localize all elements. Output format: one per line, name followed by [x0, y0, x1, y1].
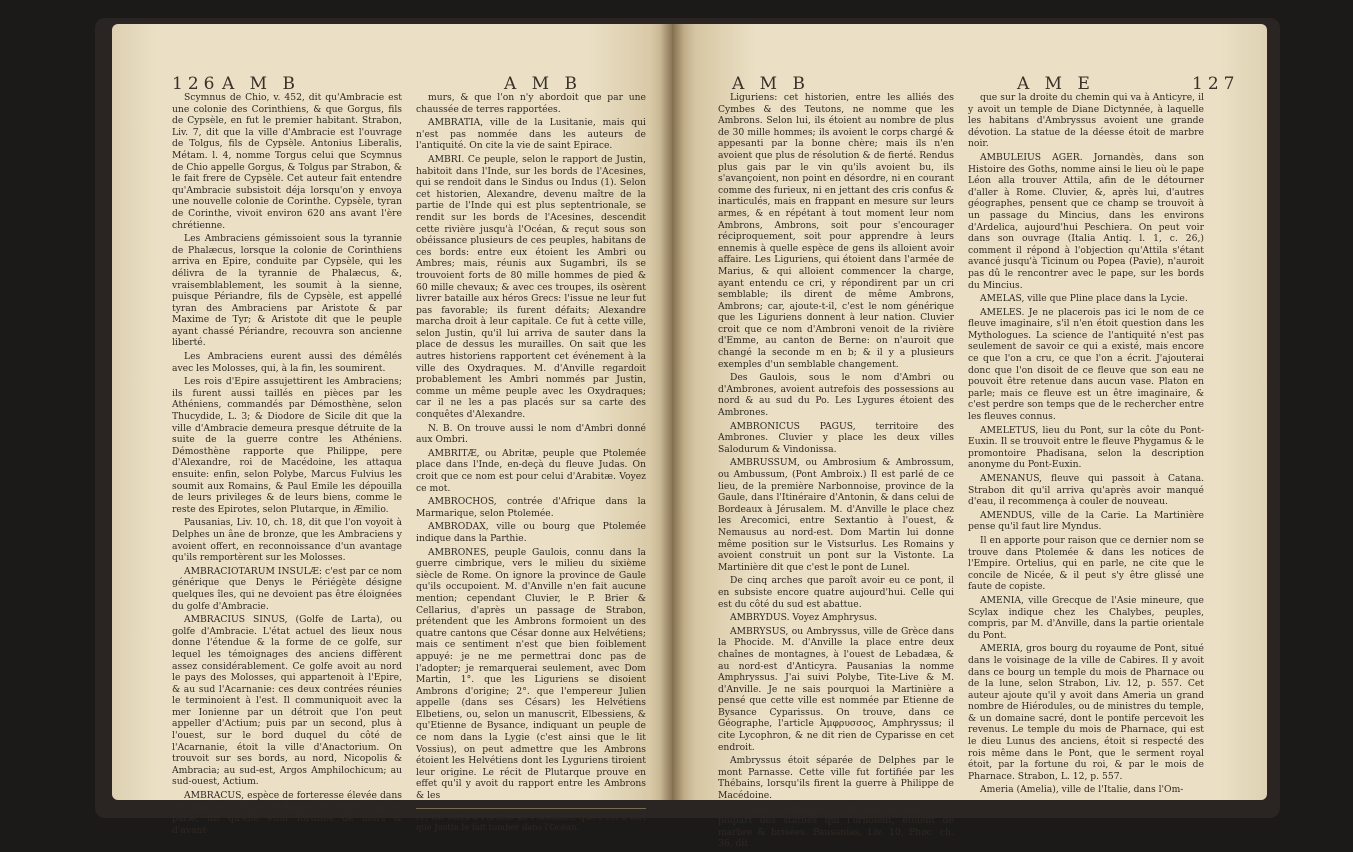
book-gutter — [660, 24, 684, 800]
right-column-1 — [718, 92, 954, 852]
paragraph: AMBRATIA, ville de la Lusitanie, mais qui n'est pas nommée dans les auteurs de l'antiquité. On cite la vie de saint Epirace. — [416, 117, 646, 152]
left-page-number: 126 — [172, 74, 220, 94]
left-columns — [172, 92, 646, 838]
paragraph: Il en apporte pour raison que ce dernier nom se trouve dans Ptolemée & dans les notices de l'Empire. Ortelius, qui en parle, ne cite que le concile de Nicée, & il peut s'y être glissé une faute de copiste. — [968, 534, 1204, 593]
paragraph: AMELAS, ville que Pline place dans la Lycie. — [980, 293, 1188, 305]
paragraph: Ameria (Amelia), ville de l'Italie, dans l'Om- — [980, 784, 1184, 796]
paragraph: Ambryssus étoit séparée de Delphes par le mont Parnasse. Cette ville fut fortifiée par les Thébains, lorsqu'ils firent la guerre à Philippe de Macédoine. — [718, 755, 954, 802]
paragraph: Liguriens: cet historien, entre les alliés des Cymbes & des Teutons, ne nomme que les Ambrons. Selon lui, ils étoient au nombre de plus de 30 mille hommes; ils avoient le corps chargé & appesanti par la bonne chère; mais ils n'en avoient que plus de résolution & de fierté. Rendus plus gais par le vin qu'ils avoient bu, ils s'avançoient, non point en désordre, ni en courant comme des furieux, ni en jettant des cris confus & inarticulés, mais en frappant en mesure sur leurs armes, & en répétant à tout moment leur nom Ambrons, Ambrons, soit pour s'encourager réciproquement, soit pour apprendre à leurs ennemis à quelle espèce de gens ils alloient avoir affaire. Les Liguriens, qui étoient dans l'armée de Marius, & qui alloient commencer la charge, ayant entendu ce cri, y répondirent par un cri semblable; ils dirent de même Ambrons, Ambrons; car, ajoute-t-il, c'est le nom générique que les Liguriens donnent à leur nation. Cluvier croit que ce nom d'Ambroni venoit de la rivière d'Emme, au canton de Berne: on n'auroit que changé la seconde m en b; & il y a plusieurs exemples d'un semblable changement. — [718, 92, 954, 370]
paragraph: N. B. On trouve aussi le nom d'Ambri donné aux Ombri. — [416, 422, 646, 446]
paragraph: AMBRONES, peuple Gaulois, connu dans la guerre cimbrique, vers le milieu du sixième siècle de Rome. On ignore la province de Gaule qu'ils occupoient. M. d'Anville n'en fait aucune mention; cependant Cluvier, le P. Brier & Cellarius, d'après un passage de Strabon, prétendent que les Ambrons formoient un des quatre cantons que César donne aux Helvétiens; mais ce sentiment n'est que bien foiblement appuyé: je ne me permettrai donc pas de l'adopter; je remarquerai seulement, avec Dom Martin, 1°. que les Liguriens se disoient Ambrons d'origine; 2°. que l'empereur Julien appelle (dans ses Césars) les Helvétiens Elbetiens, ou, selon un manuscrit, Elbessiens, & qu'Etienne de Bysance, indiquant un peuple de ce nom dans la Lygie (c'est ainsi que le lit Vossius), on peut admettre que les Ambrons étoient les Helvétiens dont les Lyguriens tiroient leur origine. Le récit de Plutarque prouve en effet qu'il y avoit du rapport entre les Ambrons & les — [416, 546, 646, 802]
footnote: (1) On verra à l'article de l'Acesines, que c'est à tort que Justin le fait tomber dans l'Océan. — [416, 808, 646, 833]
paragraph: murs, & que l'on n'y abordoit que par une chaussée de terres rapportées. — [416, 92, 646, 115]
paragraph: Des Gaulois, sous le nom d'Ambri ou d'Ambrones, avoient autrefois des possessions au nord & au sud du Po. Les Lygures étoient des Ambrones. — [718, 372, 954, 419]
right-page-number: 127 — [1192, 74, 1240, 94]
paragraph: De cinq arches que paroît avoir eu ce pont, il en subsiste encore quatre aujourd'hui. Celle qui est du côté du sud est abattue. — [718, 575, 954, 610]
left-column-1 — [172, 92, 402, 838]
paragraph: AMBRACUS, espèce de forteresse élevée dans des marais, à l'ouest d'Ambracie. Polybe, qui en parle, dit qu'elle étoit fortifiée de murs & d'avant- — [172, 790, 402, 836]
paragraph: Scymnus de Chio, v. 452, dit qu'Ambracie est une colonie des Corinthiens, & que Gorgus, fils de Cypsèle, en fut le premier habitant. Strabon, Liv. 7, dit que la ville d'Ambracie est l'ouvrage de Tolgus, fils de Cypsèle. Antonius Liberalis, Métam. l. 4, nomme Torgus celui que Scymnus de Chio appelle Gorgus, & Tolgus par Strabon, & le fait frere de Cypsèle. Cet auteur fait entendre qu'Ambracie subsistoit déja lorsqu'on y envoya une nouvelle colonie de Corinthe. Cypsèle, tyran de Corinthe, vivoit environ 620 ans avant l'ère chrétienne. — [172, 92, 402, 231]
paragraph: AMENDUS, ville de la Carie. La Martinière pense qu'il faut lire Myndus. — [968, 509, 1204, 533]
paragraph: Les Ambraciens eurent aussi des démêlés avec les Molosses, qui, à la fin, les soumirent. — [172, 351, 402, 374]
left-running-head-center: A M B — [504, 74, 582, 94]
paragraph: que sur la droite du chemin qui va à Anticyre, il y avoit un temple de Diane Dictynnée, à laquelle les habitans d'Ambryssus avoient une grande dévotion. La statue de la déesse étoit de marbre noir. — [968, 92, 1204, 150]
paragraph: AMBRACIOTARUM INSULÆ: c'est par ce nom générique que Denys le Périégète désigne quelques îles, qui ne devoient pas être éloignées du golfe d'Ambracie. — [172, 565, 402, 612]
paragraph: AMBRUSSUM, ou Ambrosium & Ambrossum, ou Ambussum, (Pont Ambroix.) Il est parlé de ce lieu, de la première Narbonnoise, province de la Gaule, dans l'Itinéraire d'Antonin, & dans celui de Bordeaux à Jérusalem. M. d'Anville le place chez les Arecomici, entre Sextantio à l'ouest, & Nemausus au nord-est. Dom Martin lui donne même position sur le Vistsurlus. Les Romains y avoient construit un pont sur la Vistonte. La Martinière dit que c'est le pont de Lunel. — [718, 457, 954, 573]
paragraph: AMERIA, gros bourg du royaume de Pont, situé dans le voisinage de la ville de Cabires. Il y avoit dans ce bourg un temple du mois de Pharnace ou de la lune, selon Strabon, Liv. 12, p. 557. Cet auteur ajoute qu'il y avoit dans Ameria un grand nombre de Hiérodules, ou de ministres du temple, & un domaine sacré, dont le pontife percevoit les revenus. Le temple du mois de Pharnace, qui est le dieu Lunus des anciens, étoit si respecté des rois même dans le Pont, que le serment royal étoit, par la fortune du roi, & par le mois de Pharnace. Strabon, L. 12, p. 557. — [968, 643, 1204, 782]
right-running-head-center: A M B — [732, 74, 810, 94]
paragraph: AMBRACIUS SINUS, (Golfe de Larta), ou golfe d'Ambracie. L'état actuel des lieux nous donne l'étendue & la forme de ce golfe, sur lequel les témoignages des anciens diffèrent assez considérablement. Ce golfe avoit au nord le pays des Molosses, qui appartenoit à l'Epire, & au sud l'Acarnanie: ces deux contrées réunies le terminoient à l'est. Il communiquoit avec la mer Ionienne par un détroit que l'on peut appeller d'Actium; puis par un second, plus à l'ouest, sur le bord duquel du côté de l'Acarnanie, étoit la ville d'Anactorium. On trouvoit sur ses bords, au nord, Nicopolis & Ambracia; au sud-est, Argos Amphilochicum; au sud-ouest, Actium. — [172, 614, 402, 788]
paragraph: AMBRYDUS. Voyez Amphrysus. — [730, 612, 878, 624]
paragraph: Pausanias, Liv. 10, ch. 18, dit que l'on voyoit à Delphes un âne de bronze, que les Ambraciens y avoient offert, en reconnoissance d'un avantage qu'ils remportèrent sur les Molosses. — [172, 517, 402, 564]
paragraph: AMENANUS, fleuve qui passoit à Catana. Strabon dit qu'il arriva qu'après avoir manqué d'eau, il recommença à couler de nouveau. — [968, 473, 1204, 508]
right-running-head: A M E — [1017, 74, 1095, 94]
paragraph: AMBRYSUS, ou Ambryssus, ville de Grèce dans la Phocide. M. d'Anville la place entre deux chaînes de montagnes, à l'ouest de Lebadæa, & au nord-est d'Anticyra. Pausanias la nomme Amphryssus. J'ai suivi Polybe, Tite-Live & M. d'Anville. Je ne sais pourquoi la Martinière a pensé que cette ville est nommée par Etienne de Bysance Cyparissus. On trouve, dans ce Géographe, l'article Ἀμφρυσσος, Amphryssus; il cite Lycophron, & ne dit rien de Cyparisse en cet endroit. — [718, 625, 954, 753]
left-page — [112, 24, 672, 836]
right-column-2 — [968, 92, 1204, 852]
paragraph: AMELES. Je ne placerois pas ici le nom de ce fleuve imaginaire, s'il n'en étoit question dans les Mythologues. La science de l'antiquité n'est pas seulement de savoir ce qui a existé, mais encore ce que l'on a cru, ce que l'on a écrit. J'ajouterai donc que l'on disoit de ce fleuve que son eau ne pouvoit être retenue dans aucun vase. Platon en parle; mais ce fleuve est un être imaginaire, & c'est perdre son temps que de le rechercher entre les fleuves connus. — [968, 306, 1204, 423]
paragraph: Les Ambraciens gémissoient sous la tyrannie de Phalæcus, lorsque la colonie de Corinthiens arriva en Epire, conduite par Cypsèle, qui les délivra de la tyrannie de Phalæcus, &, vraisemblablement, les soumit à la sienne, puisque Périandre, fils de Cypsèle, est appellé tyran des Ambraciens par Aristote & par Maxime de Tyr; & Aristote dit que le peuple ayant chassé Périandre, recouvra son ancienne liberté. — [172, 233, 402, 349]
paragraph: AMBRI. Ce peuple, selon le rapport de Justin, habitoit dans l'Inde, sur les bords de l'Acesines, qui se rendoit dans le Sindus ou Indus (1). Selon cet historien, Alexandre, devenu maître de la partie de l'Inde qui est plus septentrionale, se rendit sur les bords de l'Acesines, descendit cette rivière jusqu'à l'Océan, & reçut sous son obéissance plusieurs de ces peuples, habitans de ces bords: entre eux étoient les Ambri ou Ambres; mais, réunis aux Sugambri, ils se trouvoient forts de 80 mille hommes de pied & 60 mille chevaux; & avec ces troupes, ils osèrent livrer bataille aux héros Grecs: l'issue ne leur fut pas favorable; ils furent défaits; Alexandre marcha droit à leur capitale. Ce fut à cette ville, selon Justin, qu'il lui arriva de sauter dans la place de dessus les murailles. On sait que les autres historiens rapportent cet événement à la ville des Oxydraques. M. d'Anville regardoit probablement les Ambri nommés par Justin, comme un même peuple avec les Oxydraques; car il ne les a pas placés sur sa carte des conquêtes d'Alexandre. — [416, 153, 646, 421]
paragraph: AMBRITÆ, ou Abritæ, peuple que Ptolemée place dans l'Inde, en-deçà du fleuve Judas. On croit que ce nom est pour celui d'Arabitæ. Voyez ce mot. — [416, 447, 646, 494]
paragraph: AMELETUS, lieu du Pont, sur la côte du Pont-Euxin. Il se trouvoit entre le fleuve Phygamus & le promontoire Phadisana, selon la description anonyme du Pont-Euxin. — [968, 424, 1204, 471]
left-running-head: A M B — [222, 74, 300, 94]
right-page — [672, 24, 1267, 850]
paragraph: AMENIA, ville Grecque de l'Asie mineure, que Scylax indique chez les Chalybes, peuples, compris, par M. d'Anville, dans la partie orientale du Pont. — [968, 594, 1204, 641]
paragraph: AMBRONICUS PAGUS, territoire des Ambrones. Cluvier y place les deux villes Salodurum & Vindonissa. — [718, 420, 954, 455]
left-column-2 — [416, 92, 646, 838]
paragraph: AMBULEIUS AGER. Jornandès, dans son Histoire des Goths, nomme ainsi le lieu où le pape Léon alla trouver Attila, afin de le détourner d'aller à Rome. Cluvier, &, après lui, d'autres géographes, pensent que ce champ se trouvoit à un passage du Mincius, dans les environs d'Ardelica, aujourd'hui Peschiera. On peut voir dans son ouvrage (Italia Antiq. l. 1, c. 26,) comment il répond à l'objection qu'Attila s'étant avancé jusqu'à Ticinum ou Popea (Pavie), n'auroit pas dû le rencontrer avec le pape, sur les bords du Mincius. — [968, 151, 1204, 291]
paragraph: Les rois d'Epire assujettirent les Ambraciens; ils furent aussi taillés en pièces par les Athéniens, commandés par Démosthène, selon Thucydide, L. 3; & Diodore de Sicile dit que la ville d'Ambracie demeura presque détruite de la suite de la guerre contre les Athéniens. Démosthène rapporte que Philippe, pere d'Alexandre, roi de Macédoine, les attaqua ensuite: enfin, selon Polybe, Marcus Fulvius les soumit aux Romains, & Paul Emile les dépouilla de leurs privileges & de leurs biens, comme le reste des Epirotes, selon Plutarque, in Æmilio. — [172, 376, 402, 515]
paragraph: AMBRODAX, ville ou bourg que Ptolemée indique dans la Parthie. — [416, 521, 646, 544]
right-columns — [718, 92, 1204, 852]
paragraph: AMBROCHOS, contrée d'Afrique dans la Marmarique, selon Ptolemée. — [416, 496, 646, 519]
paragraph: La place publique n'étoit pas grande, & la plupart des statues qui l'ornoient, étoient de marbre & brisées. Pausanias, Liv. 10, Phoc. ch. 36, dit — [718, 803, 954, 850]
